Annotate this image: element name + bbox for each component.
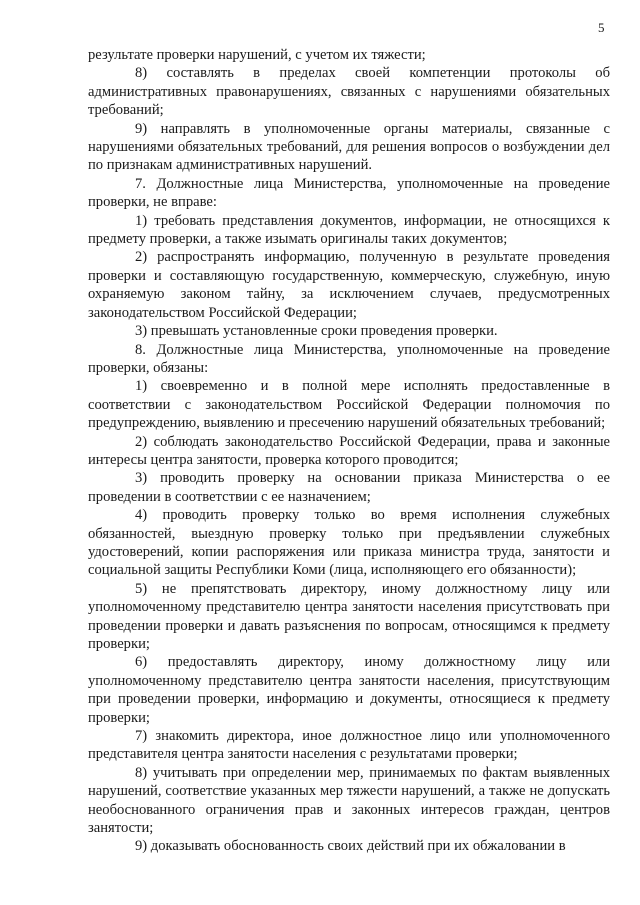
document-paragraph: результате проверки нарушений, с учетом их тяжести; [88,47,426,63]
document-body [88,46,610,856]
document-paragraph: 8. Должностные лица Министерства, уполномоченные на проведение проверки, обязаны: [88,341,610,376]
document-paragraph: 9) направлять в уполномоченные органы материалы, связанные с нарушениями обязательных требований, для решения вопросов о возбуждении дел по признакам административных нарушений. [88,120,610,174]
document-paragraph: 4) проводить проверку только во время исполнения служебных обязанностей, выездную проверку только при предъявлении служебных удостоверений, копии распоряжения или приказа министра труда, занятости и социальной защиты Республики Коми (лица, исполняющего его обязанности); [88,507,610,579]
page-number: 5 [598,20,605,35]
document-paragraph: 7) знакомить директора, иное должностное лицо или уполномоченного представителя центра занятости населения с результатами проверки; [88,728,610,763]
document-paragraph: 2) распространять информацию, полученную в результате проведения проверки и составляющую государственную, коммерческую, служебную, иную охраняемую законом тайну, за исключением случаев, предусмотренных законодательством Российской Федерации; [88,249,610,321]
document-paragraph: 1) требовать представления документов, информации, не относящихся к предмету проверки, а также изымать оригиналы таких документов; [88,212,610,248]
document-paragraph: 7. Должностные лица Министерства, уполномоченные на проведение проверки, не вправе: [88,175,610,211]
document-paragraph: 8) составлять в пределах своей компетенции протоколы об административных правонарушениях, связанных с нарушениями обязательных требований; [88,65,610,119]
document-paragraph: 8) учитывать при определении мер, принимаемых по фактам выявленных нарушений, соответствие указанных мер тяжести нарушений, а также не допускать необоснованного ограничения прав и законных интересов граждан, центров занятости; [88,764,610,837]
document-paragraph: 9) доказывать обоснованность своих действий при их обжаловании в [135,838,566,855]
document-paragraph: 6) предоставлять директору, иному должностному лицу или уполномоченному представителю центра занятости населения, присутствующим при проведении проверки, информацию и документы, относящиеся к предмету проверки; [88,654,610,726]
document-paragraph: 3) проводить проверку на основании приказа Министерства о ее проведении в соответствии с ее назначением; [88,470,610,505]
document-paragraph: 2) соблюдать законодательство Российской Федерации, права и законные интересы центра занятости, проверка которого проводится; [88,433,610,468]
document-paragraph: 1) своевременно и в полной мере исполнять предоставленные в соответствии с законодательством Российской Федерации полномочия по предупреждению, выявлению и пресечению нарушений обязательных требований; [88,378,610,432]
document-paragraph: 3) превышать установленные сроки проведения проверки. [135,323,498,340]
document-paragraph: 5) не препятствовать директору, иному должностному лицу или уполномоченному представителю центра занятости населения присутствовать при проведении проверки и давать разъяснения по вопросам, относящимся к предмету проверки; [88,580,610,652]
